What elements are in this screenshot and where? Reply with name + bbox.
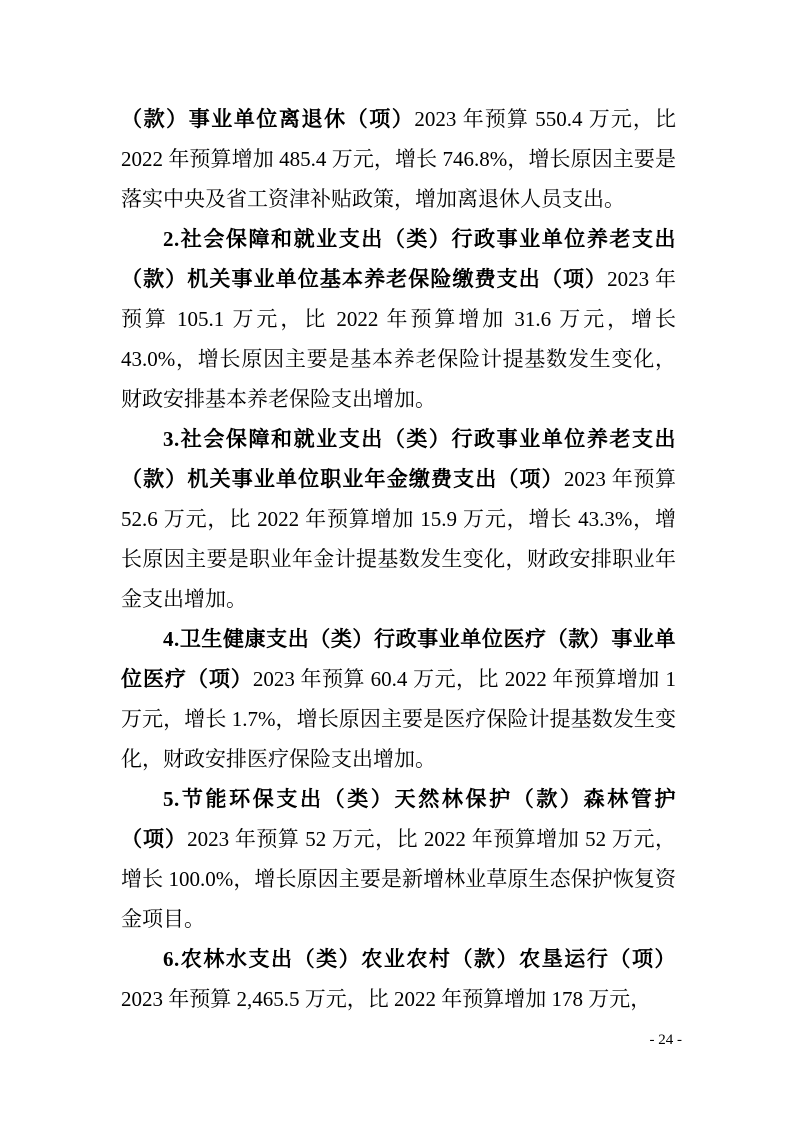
paragraph <box>121 939 676 1019</box>
paragraph-body-text: 2023 年预算 550.4 万元，比 2022 年预算增加 485.4 万元，增长 746.8%，增长原因主要是落实中央及省工资津补贴政策，增加离退休人员支出。 <box>121 107 677 211</box>
paragraph-body-text: 2023 年预算 52 万元，比 2022 年预算增加 52 万元，增长 100.0%，增长原因主要是新增林业草原生态保护恢复资金项目。 <box>121 827 676 931</box>
paragraph <box>121 99 676 219</box>
paragraph <box>121 779 676 939</box>
paragraph <box>121 619 676 779</box>
paragraph-lead-text: 6.农林水支出（类）农业农村（款）农垦运行（项） <box>163 947 676 971</box>
paragraph-body-text: 2023 年预算 105.1 万元，比 2022 年预算增加 31.6 万元，增长 43.0%，增长原因主要是基本养老保险计提基数发生变化，财政安排基本养老保险支出增加。 <box>121 267 677 411</box>
page-number: - 24 - <box>649 1032 682 1048</box>
paragraph-body-text: 2023 年预算 2,465.5 万元，比 2022 年预算增加 178 万元， <box>121 987 652 1011</box>
paragraph-body-text: 2023 年预算 60.4 万元，比 2022 年预算增加 1 万元，增长 1.7%，增长原因主要是医疗保险计提基数发生变化，财政安排医疗保险支出增加。 <box>121 667 676 771</box>
paragraph-lead-text: （款）事业单位离退休（项） <box>121 107 415 131</box>
paragraph-lead-text: 5.节能环保支出（类）天然林保护（款）森林管护（项） <box>121 787 676 851</box>
paragraph-lead-text: 4.卫生健康支出（类）行政事业单位医疗（款）事业单位医疗（项） <box>121 627 676 691</box>
paragraph-body-text: 2023 年预算 52.6 万元，比 2022 年预算增加 15.9 万元，增长 43.3%，增长原因主要是职业年金计提基数发生变化，财政安排职业年金支出增加。 <box>121 467 677 611</box>
page-content <box>121 99 676 1019</box>
paragraph <box>121 219 676 419</box>
paragraph <box>121 419 676 619</box>
paragraph-lead-text: 3.社会保障和就业支出（类）行政事业单位养老支出（款）机关事业单位职业年金缴费支出（项） <box>121 427 676 491</box>
paragraph-lead-text: 2.社会保障和就业支出（类）行政事业单位养老支出（款）机关事业单位基本养老保险缴费支出（项） <box>121 227 676 291</box>
